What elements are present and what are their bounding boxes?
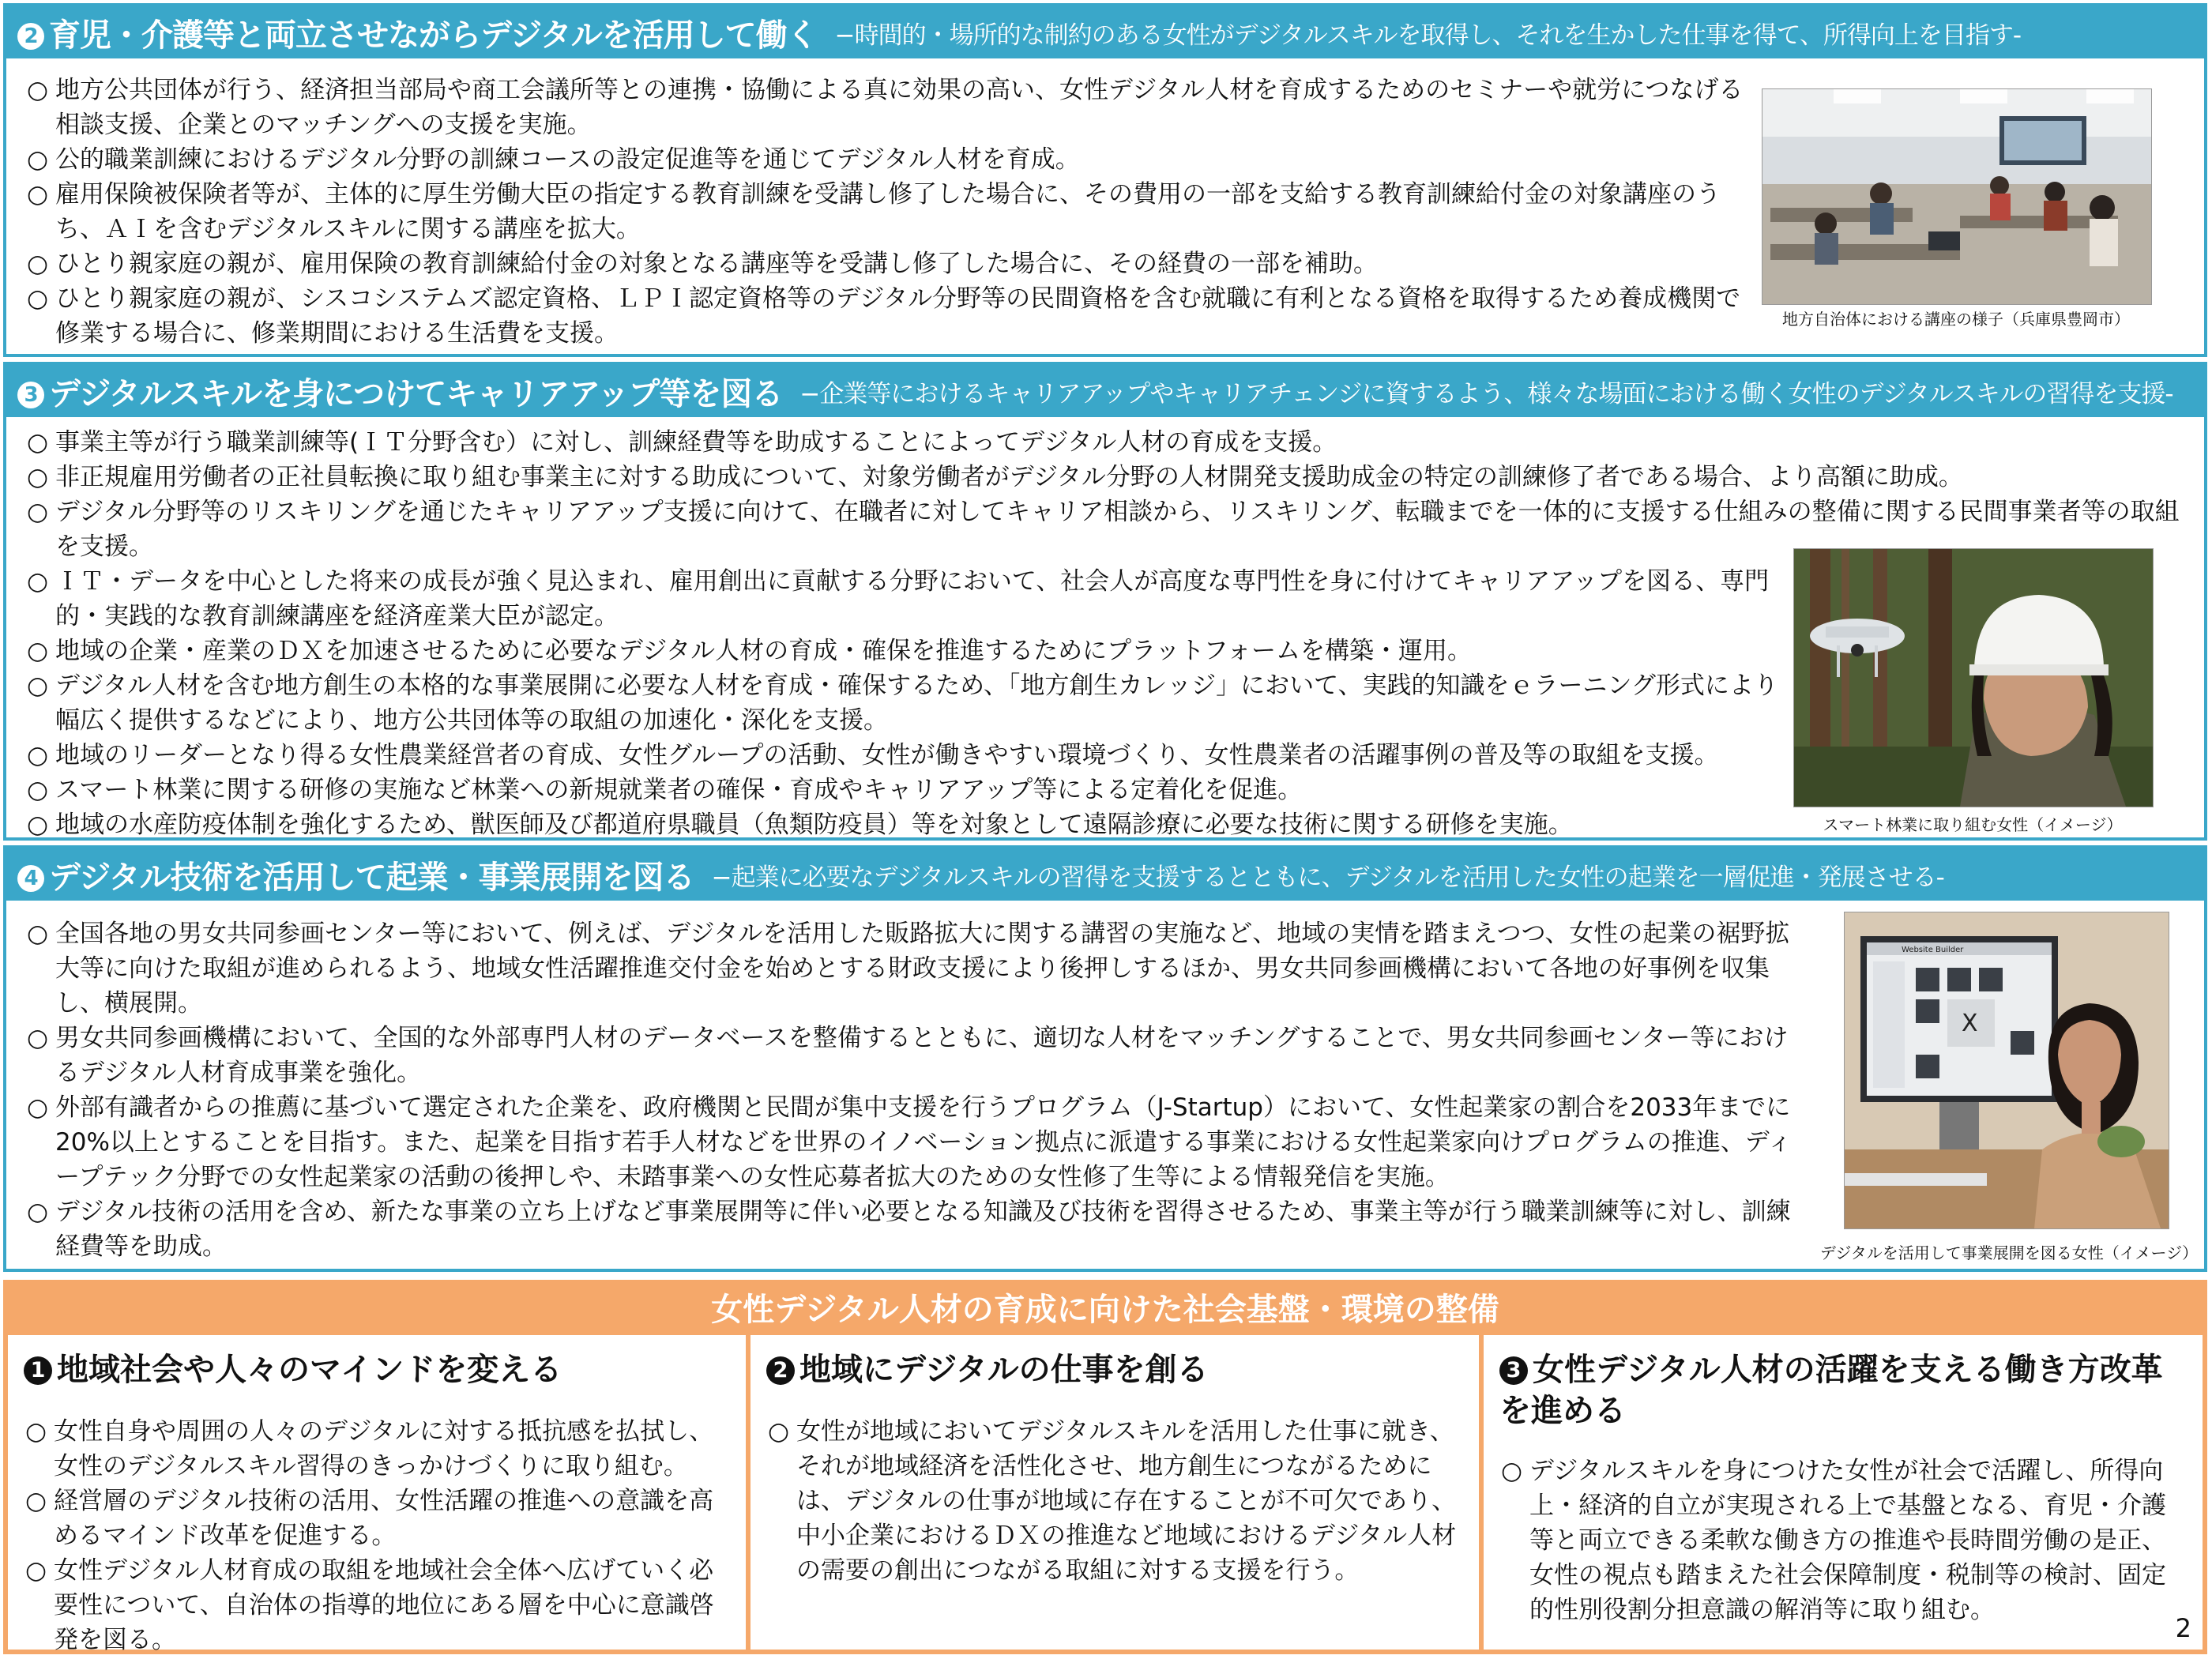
list-item: ○ デジタル人材を含む地方創生の本格的な事業展開に必要な人材を育成・確保するため、「地方創生カレッジ」において、実践的知識をｅラーニング形式により幅広く提供するなどにより、地方公共団体等の取組の加速化・深化を支援。: [27, 668, 1781, 738]
section-entrepreneurship: [3, 845, 2207, 1272]
photo-caption: デジタルを活用して事業展開を図る女性（イメージ）: [1819, 1243, 2199, 1262]
item-list: [27, 73, 1749, 351]
list-item: ○ 女性が地域においてデジタルスキルを活用した仕事に就き、それが地域経済を活性化させ、地方創生につながるためには、デジタルの仕事が地域に存在することが不可欠であり、中小企業におけるＤＸの推進など地域におけるデジタル人材の需要の創出につながる取組に対する支援を行う。: [768, 1414, 1465, 1588]
item-list-continued: [27, 564, 1781, 842]
list-item: ○ 地域の企業・産業のＤＸを加速させるために必要なデジタル人材の育成・確保を推進するためにプラットフォームを構築・運用。: [27, 634, 1781, 668]
number-badge: 2: [766, 1356, 795, 1385]
list-item: ○ デジタル技術の活用を含め、新たな事業の立ち上げなど事業展開等に伴い必要となる知識及び技術を習得させるため、事業主等が行う職業訓練等に対し、訓練経費等を助成。: [27, 1194, 1809, 1264]
number-badge: 2: [17, 23, 44, 50]
column-mindset: [8, 1335, 746, 1654]
classroom-photo: [1762, 88, 2152, 305]
section-header: [6, 848, 2204, 901]
item-list: [25, 1414, 732, 1657]
list-item: ○ デジタルスキルを身につけた女性が社会で活躍し、所得向上・経済的自立が実現される上で基盤となる、育児・介護等と両立できる柔軟な働き方の推進や長時間労働の是正、女性の視点も踏まえた社会保障制度・税制等の検討、固定的性別役割分担意識の解消等に取り組む。: [1501, 1454, 2188, 1627]
classroom-image: [1762, 89, 2151, 304]
list-item: ○ 地方公共団体が行う、経済担当部局や商工会議所等との連携・協働による真に効果の高い、女性デジタル人材を育成するためのセミナーや就労につなげる相談支援、企業とのマッチングへの支援を実施。: [27, 73, 1749, 142]
item-list: [768, 1414, 1465, 1588]
number-badge: 3: [1499, 1356, 1528, 1385]
list-item: ○ 女性デジタル人材育成の取組を地域社会全体へ広げていく必要性について、自治体の指導的地位にある層を中心に意識啓発を図る。: [25, 1553, 732, 1657]
list-item: ○ 女性自身や周囲の人々のデジタルに対する抵抗感を払拭し、女性のデジタルスキル習得のきっかけづくりに取り組む。: [25, 1414, 732, 1484]
section-career-up: [3, 362, 2207, 841]
list-item: ○ 全国各地の男女共同参画センター等において、例えば、デジタルを活用した販路拡大に関する講習の実施など、地域の実情を踏まえつつ、女性の起業の裾野拡大等に向けた取組が進められるよう、地域女性活躍推進交付金を始めとする財政支援により後押しするほか、男女共同参画機構において各地の好事例を収集し、横展開。: [27, 916, 1809, 1021]
column-create-jobs: [746, 1335, 1479, 1650]
number-badge: 4: [17, 865, 44, 892]
forestry-image: [1794, 549, 2153, 807]
panel-heading: 女性デジタル人材の育成に向けた社会基盤・環境の整備: [8, 1285, 2203, 1335]
list-item: ○ 雇用保険被保険者等が、主体的に厚生労働大臣の指定する教育訓練を受講し修了した場合に、その費用の一部を支給する教育訓練給付金の対象講座のうち、ＡＩを含むデジタルスキルに関する講座を拡大。: [27, 177, 1749, 246]
list-item: ○ 事業主等が行う職業訓練等(ＩＴ分野含む）に対し、訓練経費等を助成することによってデジタル人材の育成を支援。: [27, 425, 2191, 460]
list-item: ○ 地域のリーダーとなり得る女性農業経営者の育成、女性グループの活動、女性が働きやすい環境づくり、女性農業者の活躍事例の普及等の取組を支援。: [27, 738, 1781, 773]
list-item: ○ デジタル分野等のリスキリングを通じたキャリアアップ支援に向けて、在職者に対してキャリア相談から、リスキリング、転職までを一体的に支援する仕組みの整備に関する民間事業者等の取組を支援。: [27, 495, 2191, 564]
list-item: ○ 公的職業訓練におけるデジタル分野の訓練コースの設定促進等を通じてデジタル人材を育成。: [27, 142, 1749, 177]
page-number: 2: [2175, 1613, 2191, 1643]
section-subtitle: −起業に必要なデジタルスキルの習得を支援するとともに、デジタルを活用した女性の起業を一層促進・発展させる-: [711, 863, 1944, 892]
section-header: [6, 6, 2204, 58]
section-title: 4 デジタル技術を活用して起業・事業展開を図る: [6, 852, 694, 897]
section-work-with-digital: [3, 3, 2207, 357]
photo-caption: 地方自治体における講座の様子（兵庫県豊岡市）: [1782, 310, 2130, 329]
business-photo: [1844, 912, 2169, 1229]
column-title: 2 地域にデジタルの仕事を創る: [766, 1349, 1466, 1390]
column-work-style-reform: [1479, 1335, 2203, 1650]
list-item: ○ ひとり親家庭の親が、シスコシステムズ認定資格、ＬＰＩ認定資格等のデジタル分野等の民間資格を含む就職に有利となる資格を取得するため養成機関で修業する場合に、修業期間における生活費を支援。: [27, 281, 1749, 351]
column-title: 3 女性デジタル人材の活躍を支える働き方改革を進める: [1499, 1352, 2163, 1429]
item-list: [1501, 1454, 2188, 1627]
forestry-photo: [1793, 548, 2154, 807]
number-badge: 3: [17, 382, 44, 408]
section-subtitle: −企業等におけるキャリアアップやキャリアチェンジに資するよう、様々な場面における働く女性のデジタルスキルの習得を支援-: [799, 379, 2173, 408]
section-title: 2 育児・介護等と両立させながらデジタルを活用して働く: [6, 10, 818, 55]
list-item: ○ 男女共同参画機構において、全国的な外部専門人材のデータベースを整備するとともに、適切な人材をマッチングすることで、男女共同参画センター等におけるデジタル人材育成事業を強化。: [27, 1021, 1809, 1090]
list-item: ○ 外部有識者からの推薦に基づいて選定された企業を、政府機関と民間が集中支援を行うプログラム（J-Startup）において、女性起業家の割合を2033年までに20%以上とすることを目指す。また、起業を目指す若手人材などを世界のイノベーション拠点に派遣する事業における女性起業家向けプログラムの推進、ディープテック分野での女性起業家の活動の後押しや、未踏事業への女性応募者拡大のための女性修了生等による情報発信を実施。: [27, 1090, 1809, 1194]
business-image: [1845, 912, 2169, 1228]
list-item: ○ スマート林業に関する研修の実施など林業への新規就業者の確保・育成やキャリアアップ等による定着化を促進。: [27, 773, 1781, 807]
svg-text:X: X: [1962, 1010, 1978, 1037]
list-item: ○ 経営層のデジタル技術の活用、女性活躍の推進への意識を高めるマインド改革を促進する。: [25, 1484, 732, 1553]
item-list: [27, 425, 2191, 564]
section-header: [6, 365, 2204, 417]
item-list: [27, 916, 1809, 1264]
section-subtitle: −時間的・場所的な制約のある女性がデジタルスキルを取得し、それを生かした仕事を得て、所得向上を目指す-: [834, 21, 2022, 50]
screen-window-title: Website Builder: [1902, 946, 1964, 954]
photo-caption: スマート林業に取り組む女性（イメージ）: [1823, 815, 2123, 834]
list-item: ○ ひとり親家庭の親が、雇用保険の教育訓練給付金の対象となる講座等を受講し修了した場合に、その経費の一部を補助。: [27, 246, 1749, 281]
list-item: ○ 地域の水産防疫体制を強化するため、獣医師及び都道府県職員（魚類防疫員）等を対象として遠隔診療に必要な技術に関する研修を実施。: [27, 807, 1781, 842]
column-title: 1 地域社会や人々のマインドを変える: [24, 1349, 733, 1390]
number-badge: 1: [24, 1356, 52, 1385]
list-item: ○ 非正規雇用労働者の正社員転換に取り組む事業主に対する助成について、対象労働者がデジタル分野の人材開発支援助成金の特定の訓練修了者である場合、より高額に助成。: [27, 460, 2191, 495]
list-item: ○ ＩＴ・データを中心とした将来の成長が強く見込まれ、雇用創出に貢献する分野において、社会人が高度な専門性を身に付けてキャリアアップを図る、専門的・実践的な教育訓練講座を経済産業大臣が認定。: [27, 564, 1781, 634]
social-foundation-panel: [3, 1280, 2207, 1654]
section-title: 3 デジタルスキルを身につけてキャリアアップ等を図る: [6, 369, 782, 414]
